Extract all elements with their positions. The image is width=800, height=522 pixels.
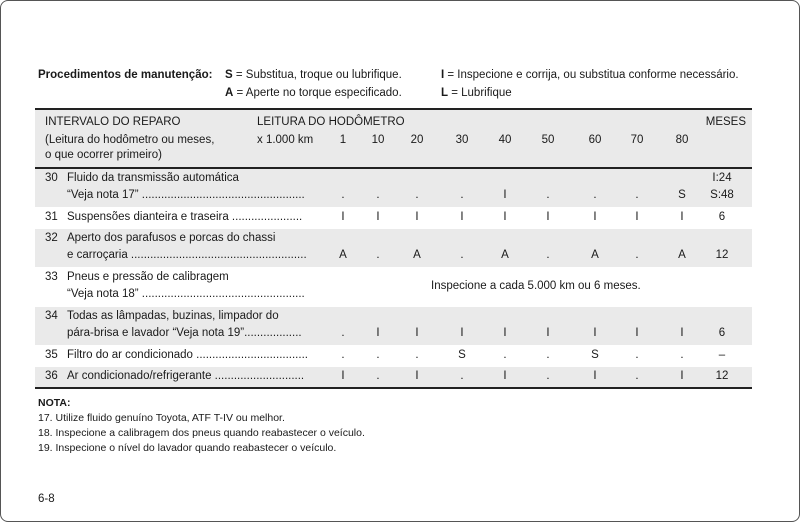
row-number: 34 <box>45 310 58 322</box>
note-item: 17. Utilize fluido genuíno Toyota, ATF T-IV ou melhor. <box>38 412 285 424</box>
row-number: 36 <box>45 370 58 382</box>
row-description: Fluido da transmissão automática <box>67 172 239 184</box>
row-description-cont: e carroçaria ....................................................... <box>67 249 307 261</box>
header-col: 60 <box>588 134 602 146</box>
row-number: 35 <box>45 349 58 361</box>
interval-cell: . <box>546 370 550 382</box>
interval-cell: I <box>593 211 597 223</box>
interval-cell: . <box>460 249 464 261</box>
row-description-cont: pára-brisa e lavador “Veja nota 19”.................. <box>67 327 302 339</box>
header-interval: INTERVALO DO REPARO <box>45 116 181 128</box>
interval-cell: I <box>376 327 380 339</box>
header-reading: LEITURA DO HODÔMETRO <box>257 116 405 128</box>
months-cell: 6 <box>718 211 726 223</box>
interval-cell: A <box>678 249 686 261</box>
row-description: Todas as lâmpadas, buzinas, limpador do <box>67 310 279 322</box>
header-col: 50 <box>541 134 555 146</box>
header-col: 1 <box>339 134 347 146</box>
interval-cell: I <box>415 211 419 223</box>
interval-cell: I <box>680 327 684 339</box>
interval-cell: . <box>376 189 380 201</box>
months-cell: 12 <box>715 370 729 382</box>
row-number: 30 <box>45 172 58 184</box>
legend-l: L = Lubrifique <box>441 87 512 99</box>
legend-a: A = Aperte no torque especificado. <box>225 87 402 99</box>
interval-cell: I <box>376 211 380 223</box>
header-col: 30 <box>455 134 469 146</box>
row-description: Ar condicionado/refrigerante ............................ <box>67 370 305 382</box>
table-row <box>35 346 752 367</box>
row-number: 31 <box>45 211 58 223</box>
interval-cell: . <box>376 249 380 261</box>
legend-i-l <box>441 66 739 102</box>
notes <box>38 396 365 456</box>
months-cell: 6 <box>718 327 726 339</box>
interval-cell: . <box>635 189 639 201</box>
row-number: 32 <box>45 232 58 244</box>
interval-cell: I <box>341 370 345 382</box>
row-description: Suspensões dianteira e traseira ...................... <box>67 211 303 223</box>
interval-cell: I <box>635 211 639 223</box>
months-cell: S:48 <box>710 189 734 201</box>
header-col: 40 <box>498 134 512 146</box>
interval-cell: . <box>341 189 345 201</box>
table-header <box>35 108 752 169</box>
interval-cell: S <box>678 189 686 201</box>
interval-cell: I <box>635 327 639 339</box>
months-cell: I:24 <box>712 172 732 184</box>
page-number: 6-8 <box>38 493 55 505</box>
interval-cell: I <box>593 327 597 339</box>
interval-cell: A <box>413 249 421 261</box>
interval-cell: . <box>503 349 507 361</box>
interval-cell: I <box>503 189 507 201</box>
header-sub2: o que ocorrer primeiro) <box>45 149 162 161</box>
interval-cell: . <box>376 370 380 382</box>
interval-cell: . <box>341 349 345 361</box>
row-description: Aperto dos parafusos e porcas do chassi <box>67 232 276 244</box>
interval-cell: S <box>458 349 466 361</box>
interval-cell: I <box>415 370 419 382</box>
interval-cell: . <box>415 349 419 361</box>
header-col: 70 <box>630 134 644 146</box>
interval-cell: . <box>376 349 380 361</box>
interval-cell: I <box>680 370 684 382</box>
interval-cell: I <box>546 327 550 339</box>
interval-cell: . <box>635 370 639 382</box>
interval-cell: I <box>341 211 345 223</box>
interval-cell: . <box>680 349 684 361</box>
table-row <box>35 268 752 307</box>
table-row <box>35 307 752 346</box>
interval-cell: I <box>546 211 550 223</box>
legend-s-a <box>225 66 402 102</box>
interval-cell: . <box>546 189 550 201</box>
note-item: 19. Inspecione o nível do lavador quando reabastecer o veículo. <box>38 442 337 454</box>
interval-cell: I <box>503 211 507 223</box>
table-row <box>35 208 752 229</box>
interval-cell: . <box>635 349 639 361</box>
legend-s: S = Substitua, troque ou lubrifique. <box>225 69 402 81</box>
header-col: 80 <box>675 134 689 146</box>
interval-cell: I <box>503 327 507 339</box>
note-item: 18. Inspecione a calibragem dos pneus quando reabastecer o veículo. <box>38 427 365 439</box>
notes-title: NOTA: <box>38 397 71 409</box>
table-row <box>35 169 752 208</box>
header-unit: x 1.000 km <box>257 134 314 146</box>
row-interval-note: Inspecione a cada 5.000 km ou 6 meses. <box>431 280 641 292</box>
row-description-cont: “Veja nota 18” ................................................... <box>67 288 305 300</box>
interval-cell: I <box>415 327 419 339</box>
header-col: 20 <box>410 134 424 146</box>
row-description: Pneus e pressão de calibragem <box>67 271 229 283</box>
legend-label: Procedimentos de manutenção: <box>38 69 213 81</box>
interval-cell: I <box>503 370 507 382</box>
interval-cell: I <box>593 370 597 382</box>
interval-cell: . <box>546 249 550 261</box>
interval-cell: . <box>460 189 464 201</box>
table-row <box>35 367 752 389</box>
interval-cell: . <box>415 189 419 201</box>
header-sub1: (Leitura do hodômetro ou meses, <box>45 134 215 146</box>
row-number: 33 <box>45 271 58 283</box>
interval-cell: S <box>591 349 599 361</box>
months-cell: 12 <box>715 249 729 261</box>
interval-cell: A <box>501 249 509 261</box>
interval-cell: . <box>635 249 639 261</box>
row-description-cont: “Veja nota 17” ................................................... <box>67 189 305 201</box>
maintenance-table <box>35 108 752 389</box>
legend-i: I = Inspecione e corrija, ou substitua conforme necessário. <box>441 69 739 81</box>
interval-cell: I <box>460 327 464 339</box>
table-row <box>35 229 752 268</box>
interval-cell: . <box>593 189 597 201</box>
interval-cell: I <box>680 211 684 223</box>
interval-cell: . <box>546 349 550 361</box>
header-col: 10 <box>371 134 385 146</box>
interval-cell: A <box>339 249 347 261</box>
header-months: MESES <box>705 116 746 128</box>
interval-cell: . <box>341 327 345 339</box>
interval-cell: A <box>591 249 599 261</box>
months-cell: – <box>718 349 726 361</box>
interval-cell: . <box>460 370 464 382</box>
interval-cell: I <box>460 211 464 223</box>
row-description: Filtro do ar condicionado ................................... <box>67 349 308 361</box>
